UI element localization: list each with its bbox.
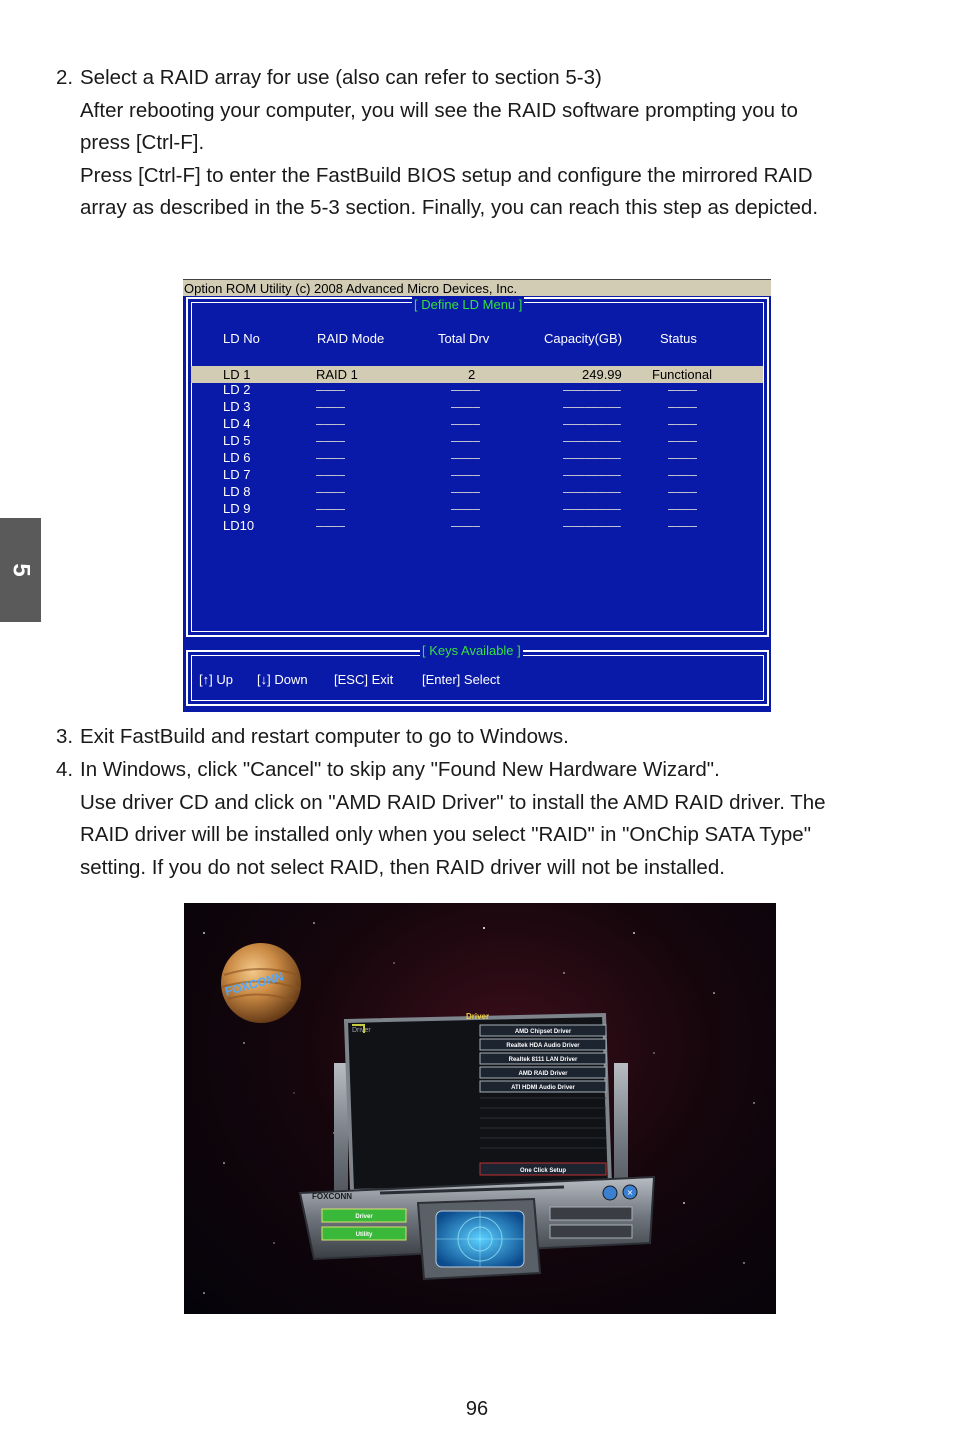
key-esc-exit: [ESC] Exit [334,672,394,687]
step-line: Select a RAID array for use (also can refer to section 5-3) [80,66,602,89]
ld-row[interactable] [191,500,763,517]
header-raid-mode: RAID Mode [317,331,385,346]
step-4 [56,754,906,884]
panel-label: Driver [352,1027,371,1034]
raid-mode: –––– [316,467,345,482]
key-up: [↑] Up [199,672,233,687]
header-capacity: Capacity(GB) [544,331,623,346]
ld-no: LD 5 [223,433,251,448]
step-line: In Windows, click "Cancel" to skip any "Found New Hardware Wizard". [80,758,720,781]
ld-row[interactable] [191,415,763,432]
status: Functional [652,367,712,382]
ld-row[interactable] [191,483,763,500]
header-status: Status [660,331,697,346]
ld-row[interactable] [191,466,763,483]
step-number: 2. [56,66,74,89]
page-number: 96 [465,1398,489,1420]
bios-screenshot [183,279,771,712]
status: –––– [668,467,697,482]
svg-text:×: × [626,1188,634,1197]
ld-row[interactable] [191,398,763,415]
step-3 [56,721,906,754]
ld-no: LD 3 [223,399,251,414]
step-line: setting. If you do not select RAID, then RAID driver will not be installed. [80,855,725,879]
status: –––– [668,484,697,499]
capacity: –––––––– [563,399,621,414]
console-brand: FOXCONN [312,1192,352,1201]
ld-no: LD 4 [223,416,251,431]
step-line: array as described in the 5-3 section. Finally, you can reach this step as depicted. [80,196,819,220]
status: –––– [668,518,697,533]
total-drv: –––– [451,382,480,397]
capacity: –––––––– [563,467,621,482]
header-ld-no: LD No [223,331,260,346]
status: –––– [668,382,697,397]
foxconn-driver-screenshot [184,903,776,1314]
driver-button-label: Realtek 8111 LAN Driver [508,1057,578,1063]
total-drv: –––– [451,399,480,414]
total-drv: –––– [451,484,480,499]
capacity: –––––––– [563,501,621,516]
tab-utility-label: Utility [355,1232,373,1238]
raid-mode: –––– [316,450,345,465]
raid-mode: –––– [316,484,345,499]
total-drv: 2 [468,367,476,382]
ld-no: LD 2 [223,382,251,397]
one-click-setup-label: One Click Setup [519,1168,567,1174]
installer-illustration [184,903,776,1314]
raid-mode: –––– [316,433,345,448]
define-ld-menu-title: [ Define LD Menu ] [414,297,523,312]
capacity: 249.99 [582,367,622,382]
raid-mode: RAID 1 [316,367,358,382]
ld-row[interactable] [191,517,763,534]
ld-no: LD 6 [223,450,251,465]
key-enter-select: [Enter] Select [422,672,501,687]
raid-mode: –––– [316,518,345,533]
total-drv: –––– [451,416,480,431]
header-total-drv: Total Drv [438,331,490,346]
raid-mode: –––– [316,399,345,414]
status: –––– [668,433,697,448]
console-slot [550,1207,632,1220]
status: –––– [668,399,697,414]
capacity: –––––––– [563,450,621,465]
step-line: After rebooting your computer, you will see the RAID software prompting you to [80,98,798,122]
capacity: –––––––– [563,382,621,397]
step-2 [56,62,906,225]
step-line: press [Ctrl-F]. [80,131,205,155]
ld-no: LD 7 [223,467,251,482]
total-drv: –––– [451,467,480,482]
driver-button-label: Realtek HDA Audio Driver [506,1043,580,1049]
raid-mode: –––– [316,501,345,516]
total-drv: –––– [451,518,480,533]
step-line: Exit FastBuild and restart computer to go to Windows. [80,725,569,748]
minimize-icon[interactable] [603,1186,617,1200]
capacity: –––––––– [563,518,621,533]
planet-logo-text: FOXCONN [223,969,286,999]
step-number: 3. [56,725,74,748]
ld-row[interactable] [191,381,763,398]
chapter-tab [0,518,41,622]
keys-available-title: [ Keys Available ] [422,643,521,658]
key-down: [↓] Down [257,672,308,687]
driver-button-label: AMD RAID Driver [518,1071,568,1077]
capacity: –––––––– [563,433,621,448]
total-drv: –––– [451,450,480,465]
ld-row[interactable] [191,432,763,449]
total-drv: –––– [451,501,480,516]
raid-mode: –––– [316,382,345,397]
ld-no: LD 8 [223,484,251,499]
step-line: Press [Ctrl-F] to enter the FastBuild BIOS setup and configure the mirrored RAID [80,163,813,187]
step-line: RAID driver will be installed only when you select "RAID" in "OnChip SATA Type" [80,823,811,847]
raid-mode: –––– [316,416,345,431]
status: –––– [668,450,697,465]
total-drv: –––– [451,433,480,448]
chapter-number: 5 [7,563,35,577]
capacity: –––––––– [563,484,621,499]
driver-button-label: ATI HDMI Audio Driver [511,1085,575,1091]
ld-no: LD10 [223,518,255,533]
step-number: 4. [56,758,74,781]
ld-no: LD 1 [223,367,251,382]
ld-no: LD 9 [223,501,251,516]
step-line: Use driver CD and click on "AMD RAID Driver" to install the AMD RAID driver. The [80,790,826,814]
capacity: –––––––– [563,416,621,431]
status: –––– [668,501,697,516]
console-slot [550,1225,632,1238]
status: –––– [668,416,697,431]
tab-driver-label: Driver [355,1214,373,1220]
ld-row[interactable] [191,449,763,466]
driver-button-label: AMD Chipset Driver [514,1029,572,1035]
bios-title: Option ROM Utility (c) 2008 Advanced Micro Devices, Inc. [183,279,771,296]
panel-title: Driver [466,1012,490,1021]
